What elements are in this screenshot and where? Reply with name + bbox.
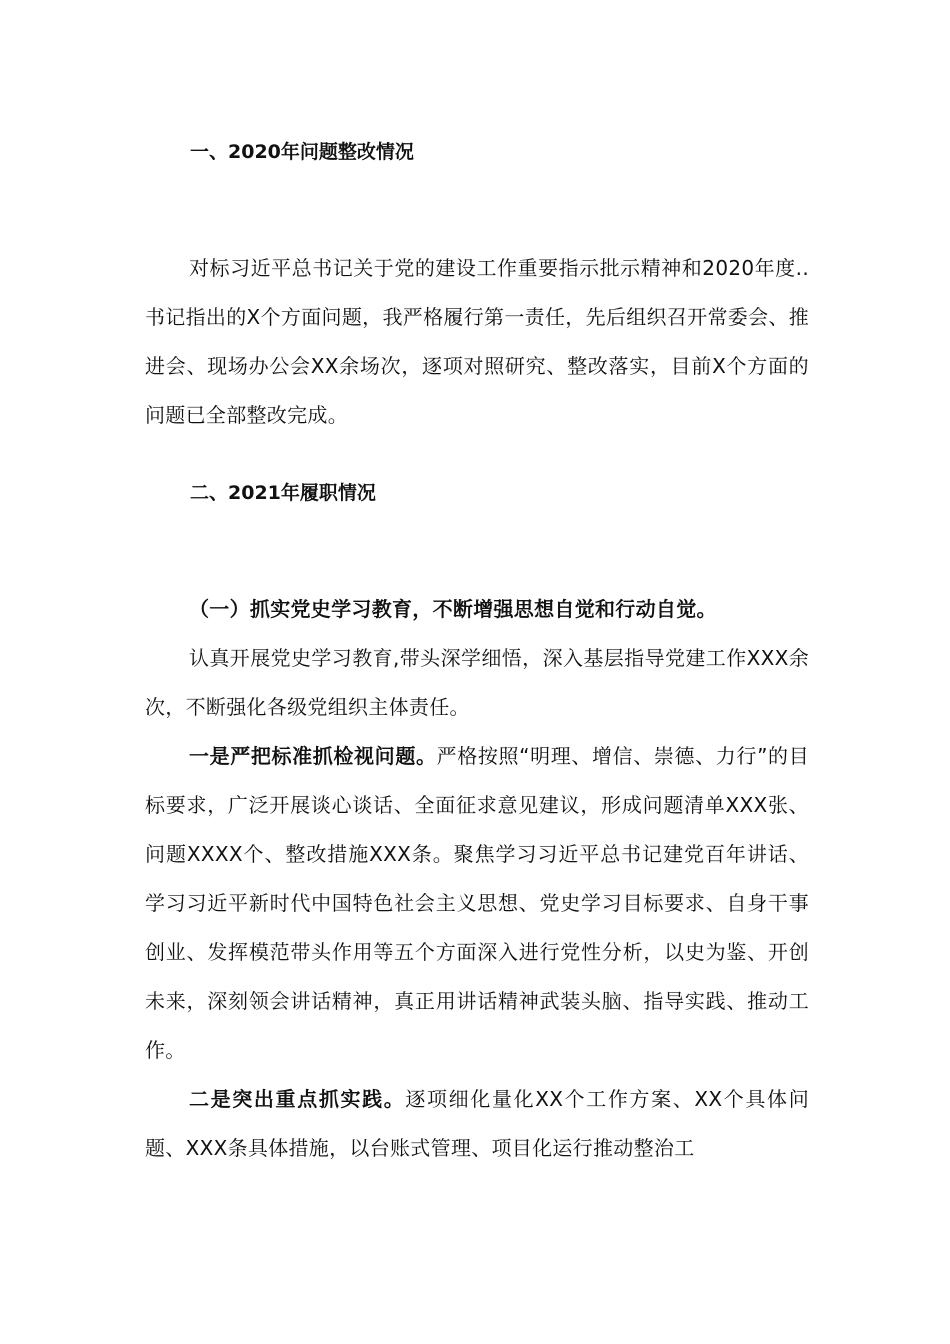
item2-text: 逐项细化量化XX个工作方案、XX个具体问题、XXX条具体措施，以台账式管理、项目化运行推动整治工 xyxy=(145,1087,809,1160)
section2-paragraph1: 认真开展党史学习教育,带头深学细悟，深入基层指导党建工作XXX余次，不断强化各级党组织主体责任。 xyxy=(145,646,809,719)
section1-heading: 一、2020年问题整改情况 xyxy=(190,141,414,163)
section1-paragraph: 对标习近平总书记关于党的建设工作重要指示批示精神和2020年度..书记指出的X个方面问题，我严格履行第一责任，先后组织召开常委会、推进会、现场办公会XX余场次，逐项对照研究、整改落实，目前X个方面的问题已全部整改完成。 xyxy=(145,256,809,427)
section2-item2 xyxy=(145,1075,809,1173)
section2-item1 xyxy=(145,732,809,1075)
item2-lead: 二是突出重点抓实践。 xyxy=(189,1087,406,1111)
item1-lead: 一是严把标准抓检视问题。 xyxy=(189,744,437,768)
section2-subheading: （一）抓实党史学习教育，不断增强思想自觉和行动自觉。 xyxy=(189,597,717,621)
section2-heading: 二、2021年履职情况 xyxy=(190,482,376,504)
item1-text: 严格按照“明理、增信、崇德、力行”的目标要求，广泛开展谈心谈话、全面征求意见建议，形成问题清单XXX张、问题XXXX个、整改措施XXX条。聚焦学习习近平总书记建党百年讲话、学习习近平新时代中国特色社会主义思想、党史学习目标要求、自身干事创业、发挥模范带头作用等五个方面深入进行党性分析，以史为鉴、开创未来，深刻领会讲话精神，真正用讲话精神武装头脑、指导实践、推动工作。 xyxy=(145,744,809,1062)
